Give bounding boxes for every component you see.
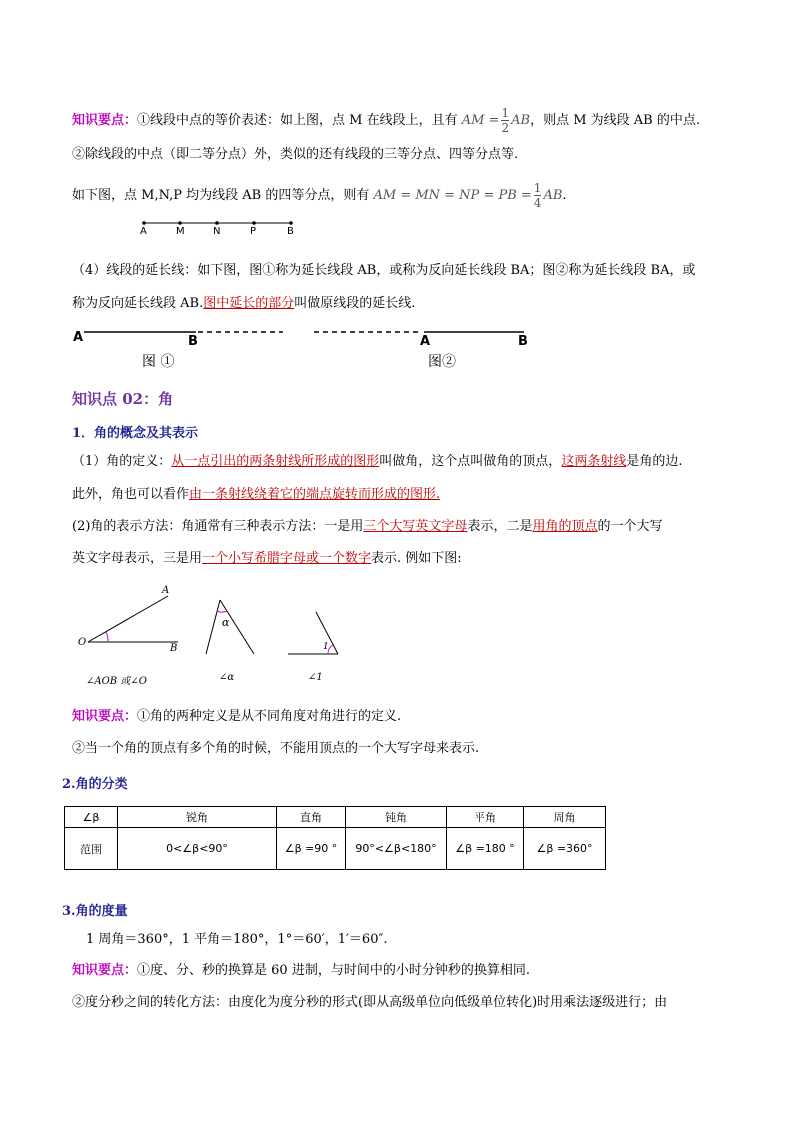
- table-header: 直角: [277, 807, 346, 828]
- table-cell: ∠β =180 °: [447, 828, 524, 870]
- subheading-concept: 1．角的概念及其表示: [72, 426, 199, 441]
- subheading-measurement: 3.角的度量: [62, 904, 128, 919]
- point-label-b: B: [287, 226, 294, 237]
- table-cell: 0<∠β<90°: [118, 828, 277, 870]
- point-label-a: A: [140, 226, 147, 237]
- point-label-p: P: [250, 226, 257, 237]
- extension-line-text-1: （4）线段的延长线：如下图，图①称为延长线段 AB，或称为反向延长线段 BA；图②称为延长线段 BA，或: [72, 263, 696, 278]
- eq-lhs: AM =: [461, 113, 500, 128]
- table-cell: ∠β =360°: [524, 828, 606, 870]
- ext2-label-b: B: [518, 334, 528, 349]
- point-label-m: M: [176, 226, 185, 237]
- table-header-row: [65, 807, 606, 828]
- table-header: 锐角: [118, 807, 277, 828]
- highlight-extended-part: 图中延长的部分: [203, 296, 295, 311]
- highlight-greek-or-number: 一个小写希腊字母或一个数字: [202, 551, 372, 566]
- highlight-three-letters: 三个大写英文字母: [363, 519, 468, 534]
- fig3-label-one: 1: [323, 642, 329, 652]
- fig2-caption: ∠α: [219, 672, 235, 683]
- angle-notation-line1: (2)角的表示方法：角通常有三种表示方法：一是用三个大写英文字母表示，二是用角的顶点的一个大写: [72, 519, 663, 534]
- extension-line-text-2: 称为反向延长线段 AB.图中延长的部分叫做原线段的延长线.: [72, 296, 416, 311]
- highlight-two-rays: 这两条射线: [561, 454, 627, 469]
- table-header: 钝角: [346, 807, 447, 828]
- fraction-half: $\frac{1}{2}$: [501, 106, 510, 135]
- fig1-label-b: B: [170, 643, 178, 654]
- trisection-note: ②除线段的中点（即二等分点）外，类似的还有线段的三等分点、四等分点等.: [72, 147, 519, 162]
- highlight-rotation-def: 由一条射线绕着它的端点旋转而形成的图形.: [189, 487, 441, 502]
- section-heading-angle: 知识点 02：角: [72, 390, 174, 408]
- point-label-n: N: [213, 226, 221, 237]
- table-header: ∠β: [65, 807, 118, 828]
- table-header: 周角: [524, 807, 606, 828]
- measure-note-line1: 知识要点：①度、分、秒的换算是 60 进制，与时间中的小时分钟秒的换算相同.: [72, 963, 530, 978]
- key-point-label: 知识要点：: [72, 113, 138, 128]
- highlight-vertex: 用角的顶点: [532, 519, 598, 534]
- angle-note-line2: ②当一个角的顶点有多个角的时候，不能用顶点的一个大写字母来表示.: [72, 741, 480, 756]
- ext1-label-a: A: [73, 330, 84, 345]
- quarter-point-line: 如下图，点 M,N,P 均为线段 AB 的四等分点，则有 AM = MN = NP = PB = $\frac{1}{4}$ AB.: [72, 181, 567, 210]
- ext1-label-b: B: [188, 334, 198, 349]
- table-cell: ∠β =90 °: [277, 828, 346, 870]
- angle-definition-line2: 此外，角也可以看作由一条射线绕着它的端点旋转而形成的图形.: [72, 487, 441, 502]
- angle-figures: [70, 582, 360, 662]
- key-point-label: 知识要点：: [72, 709, 138, 724]
- key-point-label: 知识要点：: [72, 963, 138, 978]
- table-row: [65, 828, 606, 870]
- table-header: 平角: [447, 807, 524, 828]
- subheading-classification: 2.角的分类: [62, 777, 128, 792]
- fig1-label-a: A: [162, 585, 170, 596]
- fraction-quarter: $\frac{1}{4}$: [533, 181, 542, 210]
- fig1-label-o: O: [78, 637, 87, 648]
- angle-note-line1: 知识要点：①角的两种定义是从不同角度对角进行的定义.: [72, 709, 402, 724]
- fig1-caption: ∠AOB 或∠O: [86, 676, 147, 687]
- midpoint-note-line: 知识要点：①线段中点的等价表述：如上图，点 M 在线段上，且有 AM = $\frac{1}{2}$ AB，则点 M 为线段 AB 的中点.: [72, 106, 700, 135]
- quarter-points-diagram: [136, 215, 306, 241]
- ext2-label-a: A: [420, 334, 431, 349]
- eq-rhs: AB: [511, 113, 531, 128]
- fig3-caption: ∠1: [308, 672, 323, 683]
- extension-diagrams: [78, 326, 538, 342]
- midpoint-note-text: ①线段中点的等价表述：如上图，点 M 在线段上，且有: [137, 113, 462, 128]
- angle-definition-line1: （1）角的定义：从一点引出的两条射线所形成的图形叫做角，这个点叫做角的顶点，这两条射线是角的边.: [72, 454, 683, 469]
- highlight-def1: 从一点引出的两条射线所形成的图形: [171, 454, 380, 469]
- ext2-caption: 图②: [428, 354, 456, 370]
- angle-notation-line2: 英文字母表示，三是用一个小写希腊字母或一个数字表示. 例如下图:: [72, 551, 462, 566]
- measurement-units-line: 1 周角＝360°，1 平角＝180°，1°＝60′，1′＝60″.: [86, 932, 388, 947]
- table-cell: 90°<∠β<180°: [346, 828, 447, 870]
- ext1-caption: 图 ①: [142, 354, 175, 370]
- fig2-label-alpha: α: [222, 616, 230, 629]
- table-row-label: 范围: [65, 828, 118, 870]
- angle-classification-table: [64, 806, 606, 870]
- eq-lhs-quarter: AM = MN = NP = PB =: [373, 188, 532, 203]
- measure-note-line2: ②度分秒之间的转化方法：由度化为度分秒的形式(即从高级单位向低级单位转化)时用乘法逐级进行；由: [72, 995, 668, 1010]
